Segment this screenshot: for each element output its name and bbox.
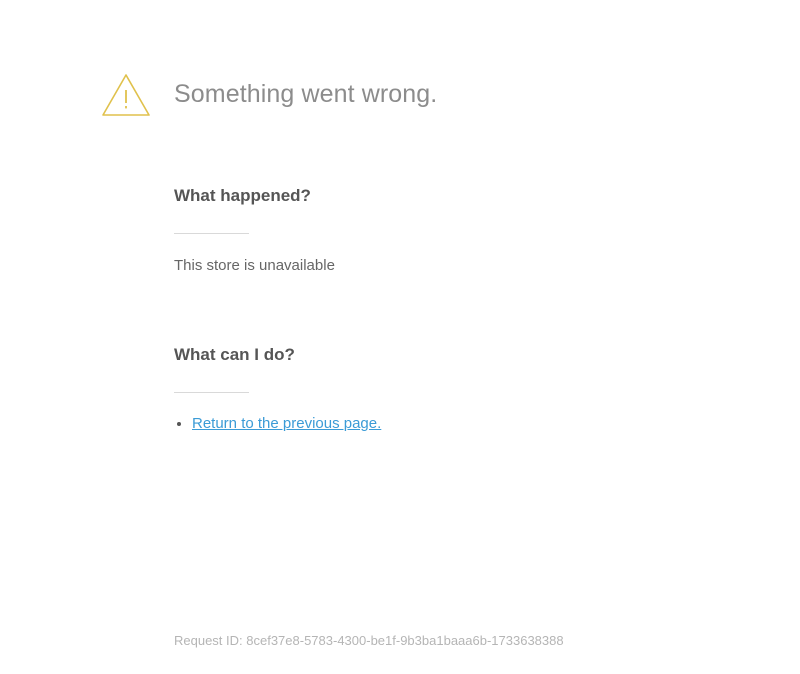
spacer [174,276,734,344]
error-header [100,68,437,120]
actions-list [174,413,734,436]
page-title: Something went wrong. [174,80,438,108]
what-happened-text: This store is unavailable [174,257,335,275]
section-title-what-happened: What happened? [174,186,311,205]
divider [174,392,249,393]
warning-triangle-icon [100,68,152,120]
list-item [174,413,734,436]
return-previous-page-link[interactable]: Return to the previous page. [192,415,382,433]
divider [174,233,249,234]
error-content [174,185,734,436]
request-id: Request ID: 8cef37e8-5783-4300-be1f-9b3ba1baaa6b-1733638388 [174,633,564,648]
section-title-what-can-i-do: What can I do? [174,345,295,365]
